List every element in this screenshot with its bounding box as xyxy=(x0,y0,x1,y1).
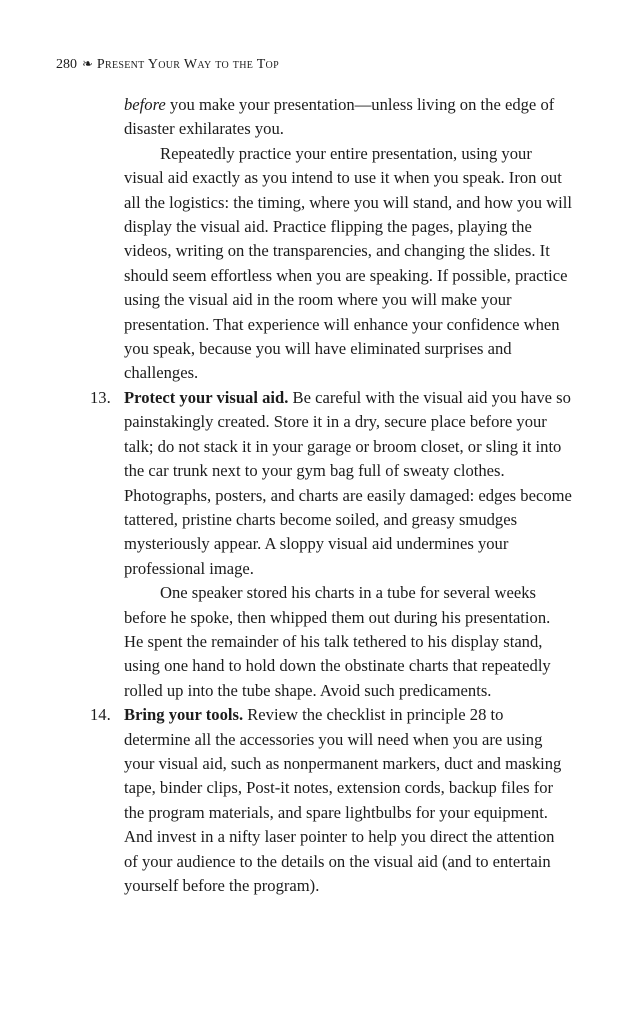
list-item-body xyxy=(124,386,572,581)
list-item-continuation: One speaker stored his charts in a tube for several weeks before he spoke, then whipped them out during his presentation. He spent the remainder of his talk tethered to his display stand, using one hand to hold down the obstinate charts that repeatedly rolled up into the tube shape. Avoid such predicaments. xyxy=(124,583,551,700)
practice-paragraph: Repeatedly practice your entire presentation, using your visual aid exactly as you intend to use it when you speak. Iron out all the logistics: the timing, where you will stand, and how you will display the visual aid. Practice flipping the pages, playing the videos, writing on the transparencies, and changing the slides. It should seem effortless when you are speaking. If possible, practice using the visual aid in the room where you will make your presentation. That experience will enhance your confidence when you speak, because you will have eliminated surprises and challenges. xyxy=(124,143,572,383)
continued-text: you make your presentation—unless living on the edge of disaster exhilarates you. xyxy=(124,95,555,139)
list-item-text: Review the checklist in principle 28 to determine all the accessories you will need when you are using your visual aid, such as nonpermanent markers, duct and masking tape, binder clips, Post-it notes, extension cords, backup files for the program materials, and spare lightbulbs for your equipment. And invest in a nifty laser pointer to help you direct the attention of your audience to the details on the visual aid (and to entertain yourself before the program). xyxy=(124,705,562,895)
list-item-number: 14. xyxy=(90,705,111,725)
page-body xyxy=(90,93,572,898)
list-item-heading: Protect your visual aid. xyxy=(124,387,289,407)
list-item-text: Be careful with the visual aid you have so painstakingly created. Store it in a dry, secure place before your talk; do not stack it in your garage or broom closet, or sling it into the car trunk next to your gym bag full of sweaty clothes. Photographs, posters, and charts are easily damaged: edges become tattered, pristine charts become soiled, and greasy smudges mysteriously appear. A sloppy visual aid undermines your professional image. xyxy=(124,387,572,578)
list-item-number: 13. xyxy=(90,387,111,407)
page-number: 280 xyxy=(56,57,77,72)
list-item-body xyxy=(124,703,572,898)
italic-lead-word: before xyxy=(124,95,166,114)
list-item-13 xyxy=(90,386,572,703)
list-item-heading: Bring your tools. xyxy=(124,705,244,725)
continued-paragraph xyxy=(124,93,572,142)
running-head xyxy=(56,56,279,73)
fleuron-ornament-icon: ❧ xyxy=(82,56,93,71)
list-item-14 xyxy=(90,703,572,898)
running-head-title: Present Your Way to the Top xyxy=(96,57,279,72)
